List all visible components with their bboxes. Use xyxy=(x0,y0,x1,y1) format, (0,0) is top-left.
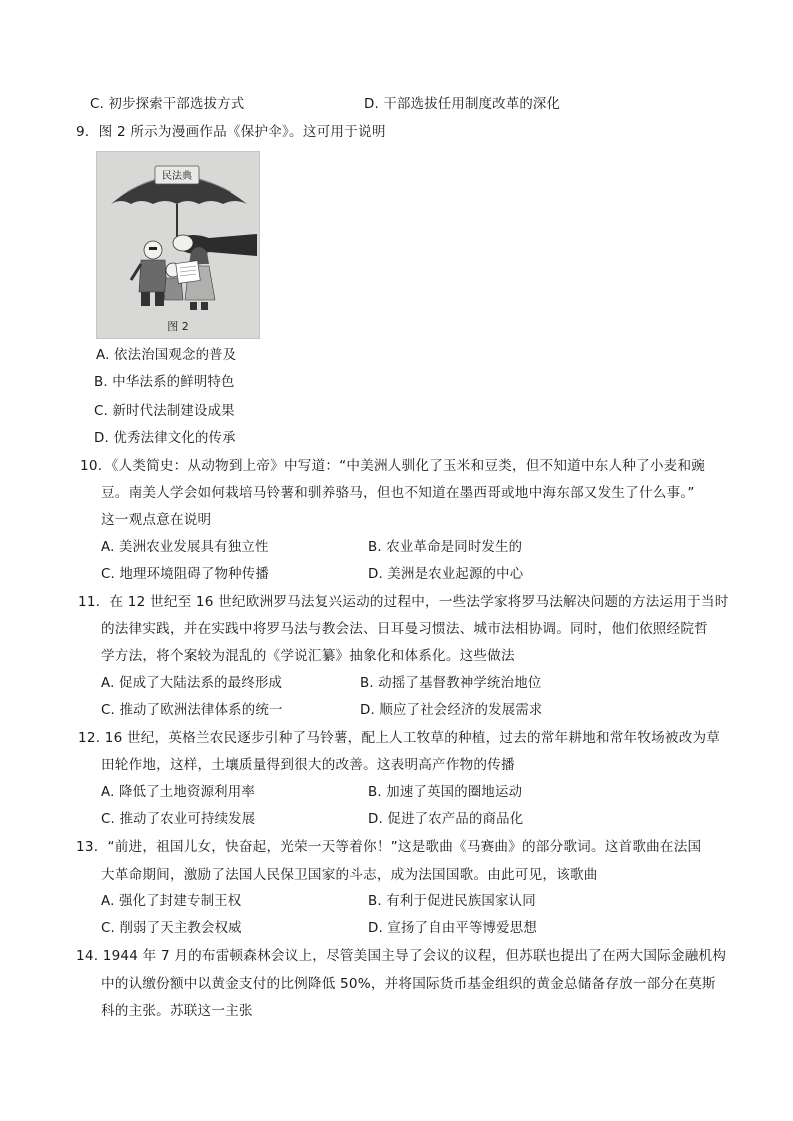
q10-option-d: D. 美洲是农业起源的中心 xyxy=(368,567,524,582)
umbrella-cartoon-illustration xyxy=(97,152,259,317)
cartoon-figure xyxy=(96,151,260,339)
q13-stem-line-2: 大革命期间，激励了法国人民保卫国家的斗志，成为法国国歌。由此可见，该歌曲 xyxy=(101,867,598,883)
q9-stem: 9．图 2 所示为漫画作品《保护伞》。这可用于说明 xyxy=(76,124,386,140)
q12-option-d: D. 促进了农产品的商品化 xyxy=(368,812,524,827)
q13-option-c: C. 削弱了天主教会权威 xyxy=(101,921,242,936)
q14-stem-line-1: 14. 1944 年 7 月的布雷顿森林会议上，尽管美国主导了会议的议程，但苏联也提出了在两大国际金融机构 xyxy=(76,948,727,964)
q10-stem-line-3: 这一观点意在说明 xyxy=(101,512,212,528)
q10-option-a: A. 美洲农业发展具有独立性 xyxy=(101,540,269,555)
q12-option-b: B. 加速了英国的圈地运动 xyxy=(368,785,523,800)
q10-option-c: C. 地理环境阻碍了物种传播 xyxy=(101,567,269,582)
hand xyxy=(173,235,193,251)
q10-stem-line-1: 10．《人类简史：从动物到上帝》中写道：“中美洲人驯化了玉米和豆类，但不知道中东人种了小麦和豌 xyxy=(80,458,706,474)
q9-option-a: A. 依法治国观念的普及 xyxy=(96,348,237,363)
q14-stem-line-2: 中的认缴份额中以黄金支付的比例降低 50%，并将国际货币基金组织的黄金总储备存放一部分在莫斯 xyxy=(101,976,716,992)
q14-stem-line-3: 科的主张。苏联这一主张 xyxy=(101,1003,253,1019)
q11-option-c: C. 推动了欧洲法律体系的统一 xyxy=(101,703,283,718)
q10-option-b: B. 农业革命是同时发生的 xyxy=(368,540,523,555)
umbrella-label-text: 民法典 xyxy=(162,171,192,182)
q12-option-a: A. 降低了土地资源利用率 xyxy=(101,785,255,800)
document-sheet xyxy=(176,261,201,284)
q9-option-d: D. 优秀法律文化的传承 xyxy=(94,431,236,446)
q8-option-c: C. 初步探索干部选拔方式 xyxy=(90,97,245,112)
q11-stem-line-3: 学方法，将个案较为混乱的《学说汇纂》抽象化和体系化。这些做法 xyxy=(101,648,515,664)
q11-option-b: B. 动摇了基督教神学统治地位 xyxy=(360,676,542,691)
q11-option-d: D. 顺应了社会经济的发展需求 xyxy=(360,703,543,718)
q12-stem-line-1: 12. 16 世纪，英格兰农民逐步引种了马铃薯，配上人工牧草的种植，过去的常年耕地和常年牧场被改为草 xyxy=(78,730,721,746)
q9-option-b: B. 中华法系的鲜明特色 xyxy=(94,375,235,390)
q13-stem-line-1: 13．“前进，祖国儿女，快奋起，光荣一天等着你！”这是歌曲《马赛曲》的部分歌词。这首歌曲在法国 xyxy=(76,839,702,855)
q12-stem-line-2: 田轮作地，这样，土壤质量得到很大的改善。这表明高产作物的传播 xyxy=(101,757,515,773)
q11-stem-line-1: 11．在 12 世纪至 16 世纪欧洲罗马法复兴运动的过程中，一些法学家将罗马法解决问题的方法运用于当时 xyxy=(78,594,729,610)
q8-option-d: D. 干部选拔任用制度改革的深化 xyxy=(364,97,561,112)
q13-option-b: B. 有利于促进民族国家认同 xyxy=(368,894,536,909)
q13-option-a: A. 强化了封建专制王权 xyxy=(101,894,242,909)
figure-caption: 图 2 xyxy=(167,320,189,333)
q11-stem-line-2: 的法律实践，并在实践中将罗马法与教会法、日耳曼习惯法、城市法相协调。同时，他们依照经院哲 xyxy=(101,621,708,637)
q12-option-c: C. 推动了农业可持续发展 xyxy=(101,812,256,827)
q13-option-d: D. 宣扬了自由平等博爱思想 xyxy=(368,921,537,936)
q11-option-a: A. 促成了大陆法系的最终形成 xyxy=(101,676,283,691)
man-body xyxy=(139,260,167,292)
q9-option-c: C. 新时代法制建设成果 xyxy=(94,404,235,419)
q10-stem-line-2: 豆。南美人学会如何栽培马铃薯和驯养骆马，但也不知道在墨西哥或地中海东部又发生了什么事。” xyxy=(101,485,695,501)
